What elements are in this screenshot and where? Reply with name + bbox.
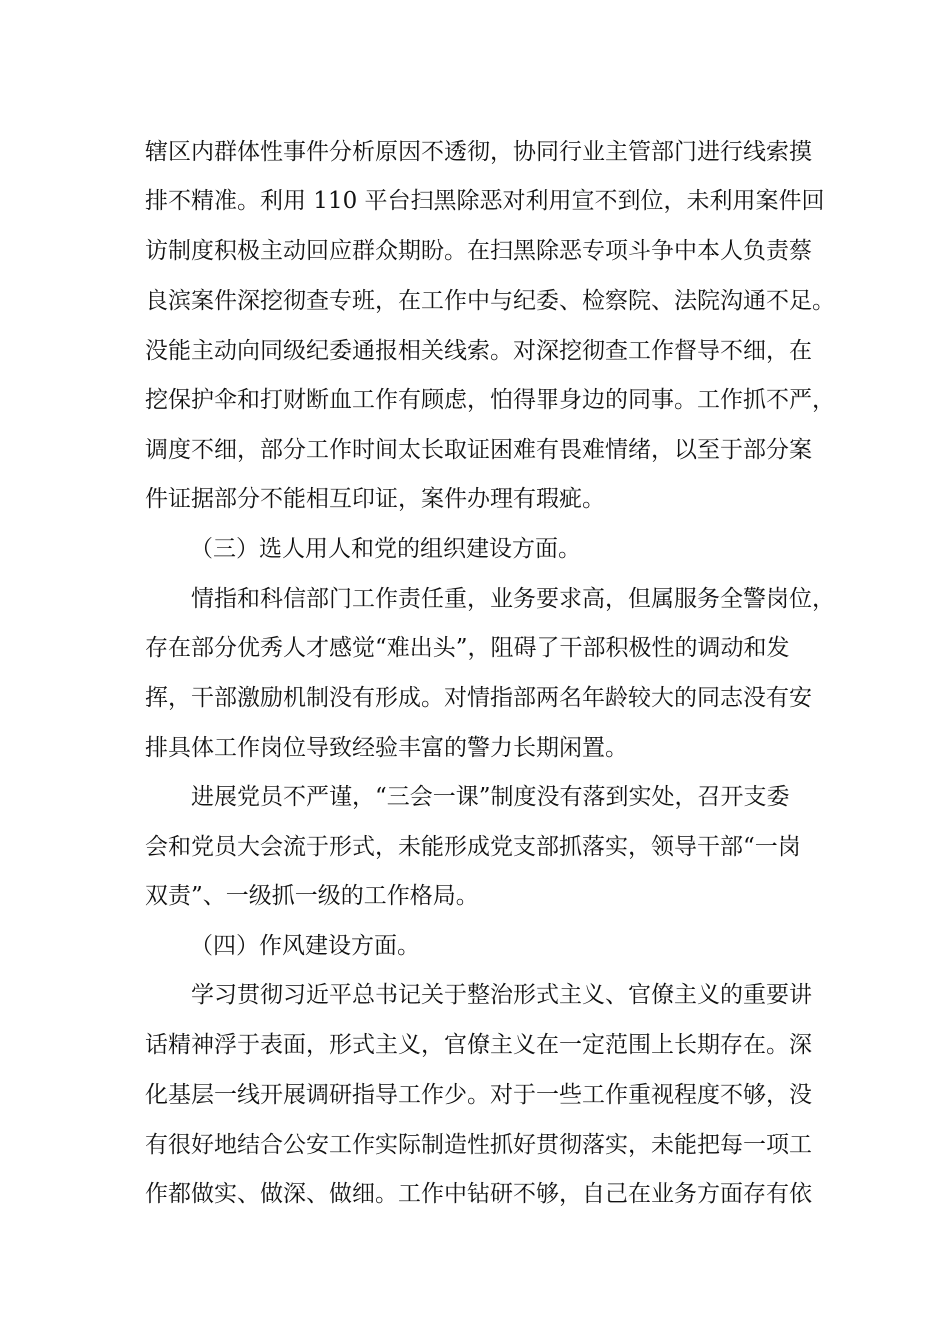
body-text-line: 排不精准。利用 110 平台扫黑除恶对利用宣不到位，未利用案件回: [145, 188, 825, 214]
body-text-line: 话精神浮于表面，形式主义，官僚主义在一定范围上长期存在。深: [145, 1032, 812, 1058]
body-text-line: 有很好地结合公安工作实际制造性抓好贯彻落实，未能把每一项工: [145, 1132, 812, 1158]
body-text-line: 挖保护伞和打财断血工作有顾虑，怕得罪身边的同事。工作抓不严，: [145, 387, 835, 413]
body-text-line: 没能主动向同级纪委通报相关线索。对深挖彻查工作督导不细，在: [145, 338, 812, 364]
body-text-line: 挥，干部激励机制没有形成。对情指部两名年龄较大的同志没有安: [145, 685, 812, 711]
body-text-line: 双责”、一级抓一级的工作格局。: [145, 883, 479, 909]
paragraph-first-line: 情指和科信部门工作责任重，业务要求高，但属服务全警岗位，: [191, 586, 835, 612]
body-text-line: 件证据部分不能相互印证，案件办理有瑕疵。: [145, 486, 605, 512]
section-heading-4: （四）作风建设方面。: [190, 933, 420, 959]
body-text-line: 调度不细，部分工作时间太长取证困难有畏难情绪，以至于部分案: [145, 437, 812, 463]
body-text-line: 存在部分优秀人才感觉“难出头”，阻碍了干部积极性的调动和发: [145, 635, 790, 661]
body-text-line: 会和党员大会流于形式，未能形成党支部抓落实，领导干部“一岗: [145, 834, 801, 860]
paragraph-first-line: 进展党员不严谨，“三会一课”制度没有落到实处，召开支委: [191, 784, 790, 810]
body-text-line: 访制度积极主动回应群众期盼。在扫黑除恶专项斗争中本人负责蔡: [145, 238, 812, 264]
paragraph-first-line: 学习贯彻习近平总书记关于整治形式主义、官僚主义的重要讲: [191, 982, 812, 1008]
section-heading-3: （三）选人用人和党的组织建设方面。: [190, 536, 581, 562]
body-text-line: 化基层一线开展调研指导工作少。对于一些工作重视程度不够，没: [145, 1082, 812, 1108]
body-text-line: 排具体工作岗位导致经验丰富的警力长期闲置。: [145, 735, 628, 761]
body-text-line: 良滨案件深挖彻查专班，在工作中与纪委、检察院、法院沟通不足。: [145, 288, 835, 314]
body-text-line: 辖区内群体性事件分析原因不透彻，协同行业主管部门进行线索摸: [145, 139, 812, 165]
body-text-line: 作都做实、做深、做细。工作中钻研不够，自己在业务方面存有依: [145, 1181, 812, 1207]
